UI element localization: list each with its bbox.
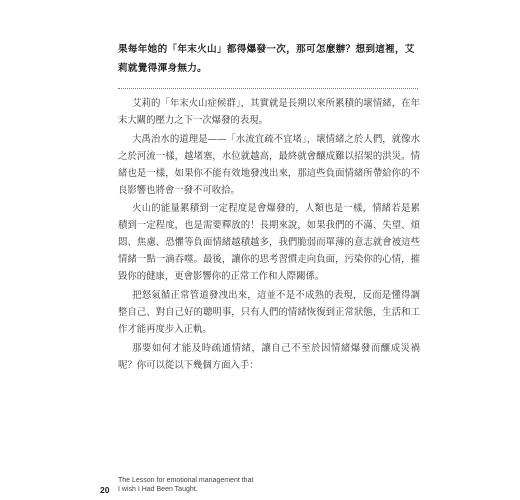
footer-line: The Lesson for emotional management that <box>118 477 254 484</box>
intro-quote <box>118 40 418 78</box>
paragraph: 那要如何才能及時疏通情緒，讓自己不至於因情緒爆發而釀成災禍呢？你可以從以下幾個方面入手： <box>118 342 420 371</box>
dotted-divider <box>118 88 418 89</box>
paragraph: 把怒氣循正常管道發洩出來，這並不是不成熟的表現，反而是懂得調整自己、對自己好的聰明事，只有人們的情緒恢復到正常狀態，生活和工作才能再度步入正軌。 <box>118 289 420 335</box>
body-text <box>118 96 420 375</box>
intro-line: 莉就覺得渾身無力。 <box>118 63 208 74</box>
footer-line: I wish I Had Been Taught. <box>118 486 198 493</box>
paragraph: 艾莉的「年末火山症候群」，其實就是長期以來所累積的壞情緒，在年末大關的壓力之下一次爆發的表現。 <box>118 98 420 126</box>
page-number: 20 <box>100 485 110 495</box>
intro-line: 果每年她的「年末火山」都得爆發一次，那可怎麼辦？想到這裡，艾 <box>118 44 415 55</box>
paragraph: 大禹治水的道理是——「水流宜疏不宜堵」，壞情緒之於人們，就像水之於河流一樣，越堵塞，水位就越高，最終就會釀成難以招架的洪災。情緒也是一樣，如果你不能有效地發洩出來，那這些負面情緒所帶給你的不良影響也將會一發不可收拾。 <box>118 133 420 196</box>
paragraph: 火山的能量累積到一定程度是會爆發的，人類也是一樣，情緒若是累積到一定程度，也是需要釋放的！長期來說，如果我們的不滿、失望、煩悶、焦慮、恐懼等負面情緒越積越多，我們脆弱而單薄的意志就會被這些情緒一點一滴吞噬。最後，讓你的思考習慣走向負面，污染你的心情，摧毀你的健康，更會影響你的正常工作和人際關係。 <box>118 203 420 283</box>
running-footer <box>118 476 253 494</box>
